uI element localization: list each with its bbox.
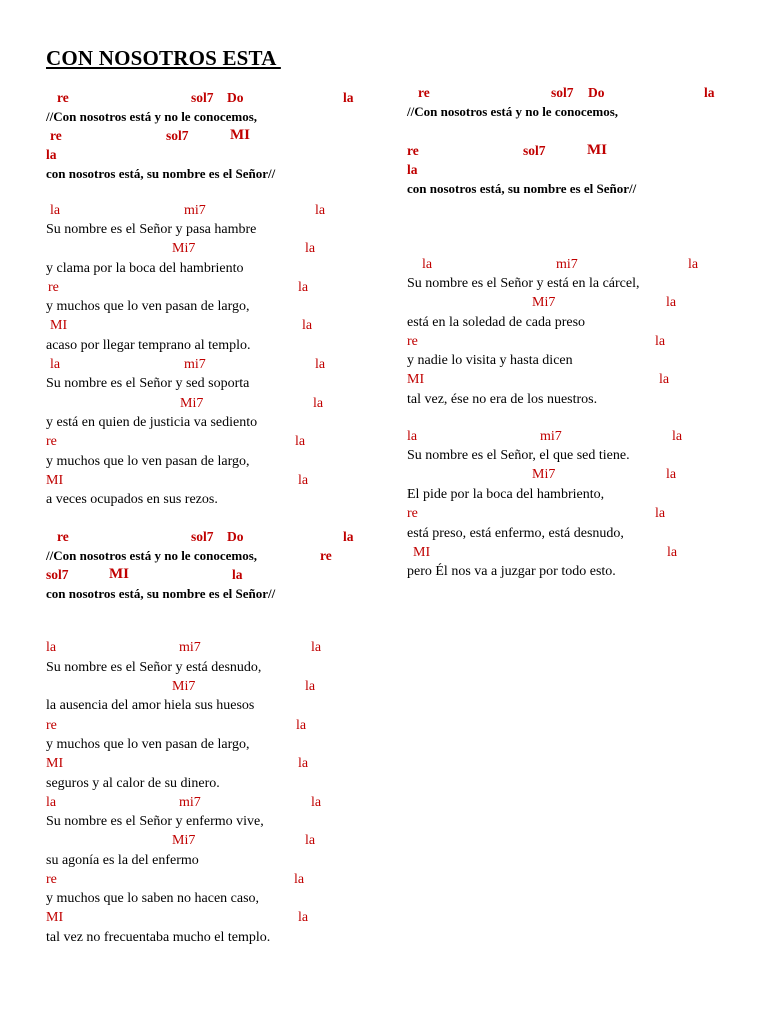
lyric-line: Su nombre es el Señor y está en la cárcel, [407, 276, 640, 291]
chord: la [315, 203, 326, 218]
chord: re [46, 718, 57, 733]
chord: la [655, 334, 666, 349]
chord: mi7 [540, 429, 562, 444]
chord: la [655, 506, 666, 521]
chord: MI [50, 318, 68, 333]
chord: la [422, 257, 433, 272]
chord: re [407, 506, 418, 521]
chord: sol7 [46, 567, 69, 582]
chord: la [407, 162, 418, 177]
chord: mi7 [184, 203, 206, 218]
chord: la [46, 795, 57, 810]
chord: la [407, 429, 418, 444]
chord: Mi7 [180, 396, 204, 411]
chord: re [46, 872, 57, 887]
chord: re [48, 280, 59, 295]
chord: re [57, 90, 69, 105]
lyric-line: Su nombre es el Señor y enfermo vive, [46, 814, 264, 829]
chord: mi7 [179, 640, 201, 655]
lyric-line: está preso, está enfermo, está desnudo, [407, 526, 624, 541]
lyric-line: tal vez no frecuentaba mucho el templo. [46, 930, 271, 945]
chord: la [672, 429, 683, 444]
chord: Mi7 [172, 679, 196, 694]
chord: re [46, 434, 57, 449]
lyric-line: Su nombre es el Señor y pasa hambre [46, 222, 257, 237]
lyric-line: y nadie lo visita y hasta dicen [407, 353, 573, 368]
chord: Mi7 [532, 467, 556, 482]
chord: la [298, 473, 309, 488]
lyric-line: la ausencia del amor hiela sus huesos [46, 698, 255, 713]
chord: la [659, 372, 670, 387]
chord: re [407, 143, 419, 158]
chord: sol7 [523, 143, 546, 158]
chord: la [305, 241, 316, 256]
chord: mi7 [556, 257, 578, 272]
chord: la [311, 795, 322, 810]
chord: la [302, 318, 313, 333]
chord: la [704, 85, 715, 100]
chord: la [50, 203, 61, 218]
chord: la [46, 147, 57, 162]
lyric-line: su agonía es la del enfermo [46, 853, 199, 868]
chord: Do [227, 529, 244, 544]
chord: MI [230, 127, 250, 143]
chord: Do [227, 90, 244, 105]
chord: la [296, 718, 307, 733]
lyric-line: Su nombre es el Señor, el que sed tiene. [407, 448, 630, 463]
chord: la [666, 295, 677, 310]
lyric-line: está en la soledad de cada preso [407, 315, 586, 330]
chord: re [50, 128, 62, 143]
chord: la [46, 640, 57, 655]
chord: MI [46, 756, 64, 771]
chord: Mi7 [172, 241, 196, 256]
chord: mi7 [179, 795, 201, 810]
chord: la [315, 357, 326, 372]
lyric-line: y muchos que lo ven pasan de largo, [46, 737, 250, 752]
chord: la [666, 467, 677, 482]
chord: la [232, 567, 243, 582]
chord: Mi7 [172, 833, 196, 848]
lyric-line: //Con nosotros está y no le conocemos, [46, 548, 258, 563]
chord: MI [46, 473, 64, 488]
chord: re [407, 334, 418, 349]
lyric-line: y muchos que lo saben no hacen caso, [46, 891, 260, 906]
lyric-line: Su nombre es el Señor y está desnudo, [46, 660, 262, 675]
chord: la [298, 910, 309, 925]
lyric-line: El pide por la boca del hambriento, [407, 487, 605, 502]
chord: Do [588, 85, 605, 100]
chord: Mi7 [532, 295, 556, 310]
lyric-line: a veces ocupados en sus rezos. [46, 492, 218, 507]
lyric-line: tal vez, ése no era de los nuestros. [407, 392, 598, 407]
lyric-line: //Con nosotros está y no le conocemos, [46, 109, 258, 124]
lyric-line: con nosotros está, su nombre es el Señor// [46, 586, 276, 601]
lyric-line: //Con nosotros está y no le conocemos, [407, 104, 619, 119]
chord: la [298, 280, 309, 295]
chord: sol7 [191, 90, 214, 105]
chord: la [313, 396, 324, 411]
lyric-line: pero Él nos va a juzgar por todo esto. [407, 564, 616, 579]
chord: la [295, 434, 306, 449]
lyric-line: y muchos que lo ven pasan de largo, [46, 299, 250, 314]
chord: re [418, 85, 430, 100]
lyric-line: y clama por la boca del hambriento [46, 261, 244, 276]
lyric-line: Su nombre es el Señor y sed soporta [46, 376, 250, 391]
chord: MI [587, 142, 607, 158]
chord: MI [46, 910, 64, 925]
chord: MI [109, 566, 129, 582]
chord: la [294, 872, 305, 887]
chord: re [57, 529, 69, 544]
chord: la [667, 545, 678, 560]
chord: la [305, 833, 316, 848]
lyric-line: con nosotros está, su nombre es el Señor// [46, 166, 276, 181]
lyric-line: con nosotros está, su nombre es el Señor// [407, 181, 637, 196]
chord: la [311, 640, 322, 655]
lyric-line: y está en quien de justicia va sediento [46, 415, 258, 430]
chord: MI [407, 372, 425, 387]
lyric-line: y muchos que lo ven pasan de largo, [46, 454, 250, 469]
lyric-line: acaso por llegar temprano al templo. [46, 338, 251, 353]
chord: re [320, 548, 332, 563]
chord: la [305, 679, 316, 694]
song-title: CON NOSOTROS ESTA [46, 46, 281, 70]
chord: la [298, 756, 309, 771]
chord: la [343, 529, 354, 544]
chord: la [50, 357, 61, 372]
lyric-line: seguros y al calor de su dinero. [46, 776, 220, 791]
chord: sol7 [551, 85, 574, 100]
chord: mi7 [184, 357, 206, 372]
chord: la [688, 257, 699, 272]
chord: sol7 [191, 529, 214, 544]
chord: MI [413, 545, 431, 560]
chord: la [343, 90, 354, 105]
chord: sol7 [166, 128, 189, 143]
